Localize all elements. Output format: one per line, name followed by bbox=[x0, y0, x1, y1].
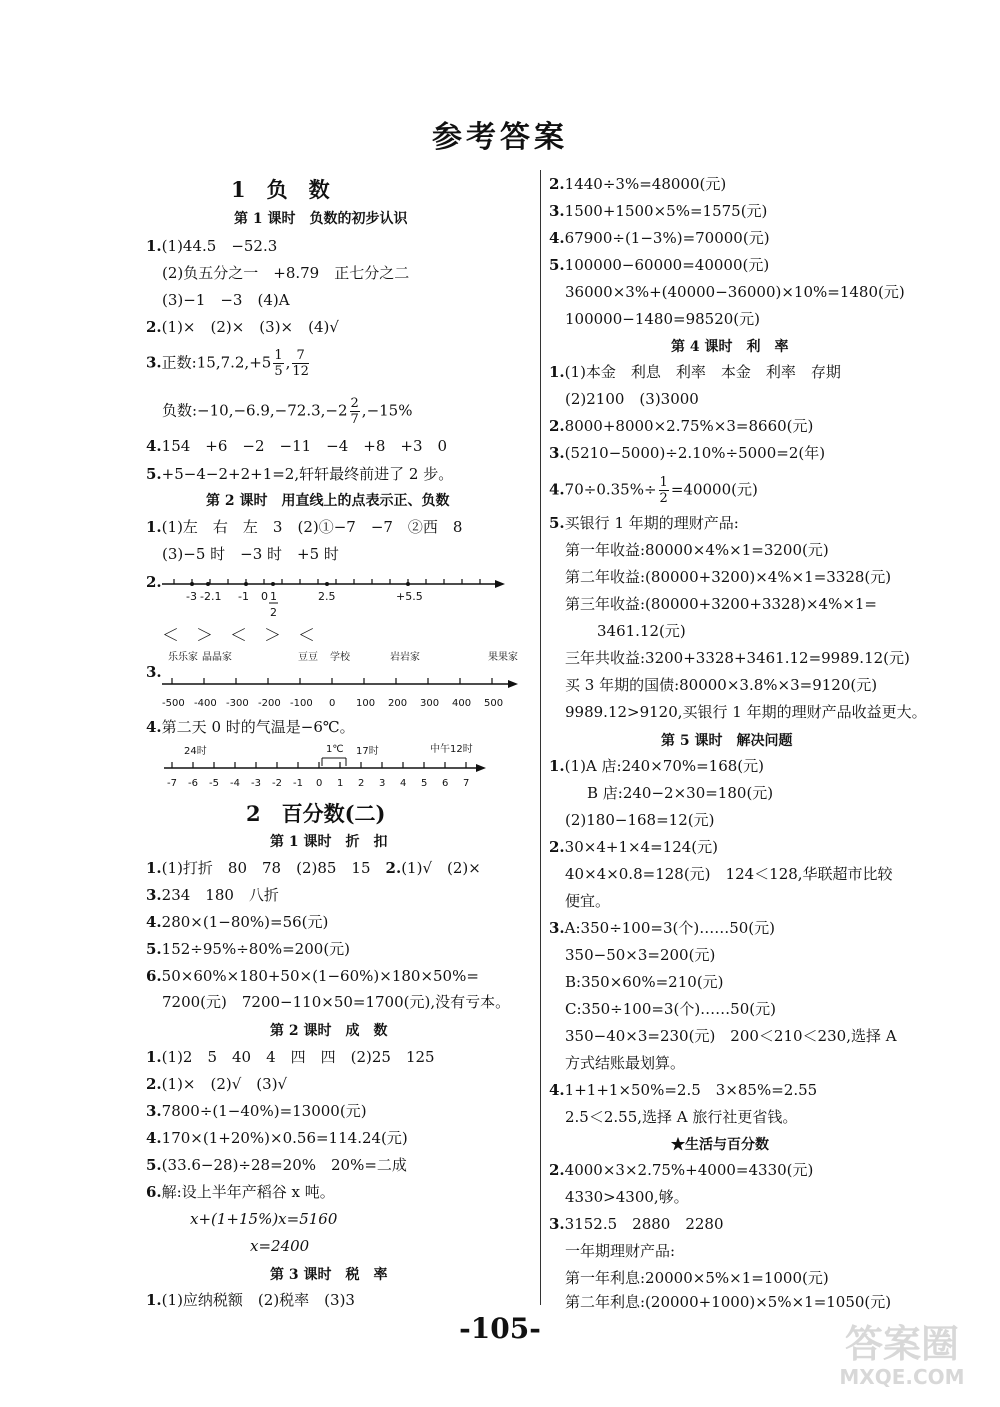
answer-line: 100000−1480=98520(元) bbox=[565, 310, 760, 328]
answer-line: 4.70÷0.35%÷ $\frac{1}{2}$ =40000(元) bbox=[549, 475, 758, 506]
answer-line: 4.1+1+1×50%=2.5 3×85%=2.55 bbox=[549, 1081, 818, 1099]
answer-line: 1.(1)左 右 左 3 (2)①−7 −7 ②西 8 bbox=[146, 518, 463, 536]
answer-line: 第一年收益:80000×4%×1=3200(元) bbox=[565, 541, 829, 559]
point-marker bbox=[406, 582, 410, 586]
tick-label: -500 bbox=[162, 698, 185, 709]
tick-label: -100 bbox=[290, 698, 313, 709]
answer-line: 4.154 +6 −2 −11 −4 +8 +3 0 bbox=[146, 437, 448, 455]
answer-line: 负数:−10,−6.9,−72.3,−2 $\frac{2}{7}$ ,−15% bbox=[162, 396, 413, 427]
answer-line: 三年共收益:3200+3328+3461.12=9989.12(元) bbox=[565, 649, 910, 667]
comparison-answers: ＜ ＞ ＜ ＞ ＜ bbox=[162, 626, 315, 646]
tick-label: +5.5 bbox=[396, 590, 423, 603]
fraction: $\frac{1}{5}$ bbox=[274, 348, 283, 379]
point-marker bbox=[206, 582, 210, 586]
right-column bbox=[540, 170, 949, 1311]
equation-line: x+(1+15%)x=5160 bbox=[190, 1210, 338, 1228]
lesson-2-heading: 第 2 课时 用直线上的点表示正、负数 bbox=[206, 493, 450, 509]
watermark bbox=[822, 1313, 982, 1393]
tick-label: 200 bbox=[388, 698, 408, 709]
answer-line: 5.100000−60000=40000(元) bbox=[549, 256, 770, 274]
house-label: 学校 bbox=[330, 652, 350, 663]
answer-line: 便宜。 bbox=[565, 892, 611, 910]
point-marker bbox=[271, 582, 275, 586]
answer-line: (2)180−168=12(元) bbox=[565, 811, 715, 829]
time-label: 中午12时 bbox=[430, 744, 473, 755]
tick-label: -2.1 bbox=[200, 590, 222, 603]
tick-label: 1 bbox=[270, 590, 277, 603]
answer-line: 4.280×(1−80%)=56(元) bbox=[146, 913, 329, 931]
tick-label: 500 bbox=[484, 698, 504, 709]
answer-line: 3.(5210−5000)÷2.10%÷5000=2(年) bbox=[549, 444, 826, 462]
answer-line: 6.解:设上半年产稻谷 x 吨。 bbox=[146, 1183, 335, 1201]
tick-label: -400 bbox=[194, 698, 217, 709]
lesson-1-heading: 第 1 课时 负数的初步认识 bbox=[234, 211, 408, 227]
unit-2-lesson-3-heading: 第 3 课时 税 率 bbox=[270, 1267, 388, 1283]
tick-label: 400 bbox=[452, 698, 472, 709]
house-label: 晶晶家 bbox=[202, 652, 232, 663]
answer-line: (2)2100 (3)3000 bbox=[565, 390, 699, 408]
answer-line: 1.(1)44.5 −52.3 bbox=[146, 237, 278, 255]
house-label: 豆豆 bbox=[298, 652, 318, 663]
tick-label: 2.5 bbox=[318, 590, 336, 603]
tick-label: 100 bbox=[356, 698, 376, 709]
house-label: 乐乐家 bbox=[168, 652, 198, 663]
tick-label: -7 bbox=[167, 778, 177, 789]
tick-label: 0 bbox=[329, 698, 336, 709]
tick-label: -1 bbox=[293, 778, 303, 789]
answer-line: 1.(1)应纳税额 (2)税率 (3)3 bbox=[146, 1291, 355, 1309]
house-label: 果果家 bbox=[488, 652, 518, 663]
answer-line: 2.(1)× (2)× (3)× (4)√ bbox=[146, 318, 339, 336]
answer-line: (3)−1 −3 (4)A bbox=[162, 291, 290, 309]
time-label: 17时 bbox=[356, 746, 379, 757]
tick-label: 3 bbox=[379, 778, 386, 789]
tick-label: -6 bbox=[188, 778, 198, 789]
number-line-1 bbox=[160, 570, 505, 624]
answer-line: 第一年利息:20000×5%×1=1000(元) bbox=[565, 1269, 829, 1287]
house-label: 岩岩家 bbox=[390, 652, 420, 663]
tick-label: -3 bbox=[251, 778, 261, 789]
time-label: 24时 bbox=[184, 746, 207, 757]
lesson-4-heading: 第 4 课时 利 率 bbox=[671, 339, 789, 355]
answer-line: 3.1500+1500×5%=1575(元) bbox=[549, 202, 768, 220]
tick-label: 6 bbox=[442, 778, 449, 789]
watermark-url: MXQE.COM bbox=[839, 1365, 965, 1389]
tick-label: 0 bbox=[316, 778, 323, 789]
answer-line: 3.234 180 八折 bbox=[146, 886, 279, 904]
answer-line: 1.(1)打折 80 78 (2)85 15 2.(1)√ (2)× bbox=[146, 859, 481, 877]
answer-line: 2.1440÷3%=48000(元) bbox=[549, 175, 727, 193]
answer-line: 2.8000+8000×2.75%×3=8660(元) bbox=[549, 417, 814, 435]
answer-line: 买 3 年期的国债:80000×3.8%×3=9120(元) bbox=[565, 676, 878, 694]
tick-label: 4 bbox=[400, 778, 407, 789]
life-and-percent-heading: ★生活与百分数 bbox=[671, 1137, 769, 1153]
answer-line: 5.买银行 1 年期的理财产品: bbox=[549, 514, 739, 532]
tick-label: -300 bbox=[226, 698, 249, 709]
point-marker bbox=[325, 582, 329, 586]
answer-line: 3.A:350÷100=3(个)……50(元) bbox=[549, 919, 775, 937]
answer-line: 一年期理财产品: bbox=[565, 1242, 676, 1260]
answer-line: 6.50×60%×180+50×(1−60%)×180×50%= bbox=[146, 967, 479, 985]
answer-line: B 店:240−2×30=180(元) bbox=[587, 784, 774, 802]
answer-line: 第二年收益:(80000+3200)×4%×1=3328(元) bbox=[565, 568, 892, 586]
tick-label: -200 bbox=[258, 698, 281, 709]
unit-2-lesson-2-heading: 第 2 课时 成 数 bbox=[270, 1023, 388, 1039]
answer-line: 3.7800÷(1−40%)=13000(元) bbox=[146, 1102, 367, 1120]
fraction: $\frac{2}{7}$ bbox=[350, 396, 359, 427]
tick-label: 5 bbox=[421, 778, 428, 789]
answer-line: 3. bbox=[146, 663, 162, 681]
tick-label: -2 bbox=[272, 778, 282, 789]
tick-label: 2 bbox=[358, 778, 365, 789]
tick-label: -1 bbox=[238, 590, 249, 603]
answer-line: 2.4000×3×2.75%+4000=4330(元) bbox=[549, 1161, 814, 1179]
tick-label: 2 bbox=[270, 606, 277, 619]
answer-line: 9989.12>9120,买银行 1 年期的理财产品收益更大。 bbox=[565, 703, 927, 721]
answer-line: 4.第二天 0 时的气温是−6℃。 bbox=[146, 718, 355, 736]
answer-line: 2.30×4+1×4=124(元) bbox=[549, 838, 718, 856]
page-number: -105- bbox=[459, 1312, 541, 1345]
tick-label: -5 bbox=[209, 778, 219, 789]
unit-2-heading: 2 百分数(二) bbox=[246, 801, 386, 826]
answer-line: (3)−5 时 −3 时 +5 时 bbox=[162, 545, 339, 563]
answer-line: B:350×60%=210(元) bbox=[565, 973, 724, 991]
answer-line: 350−50×3=200(元) bbox=[565, 946, 716, 964]
point-marker bbox=[190, 582, 194, 586]
answer-line: 350−40×3=230(元) 200＜210＜230,选择 A bbox=[565, 1027, 897, 1045]
tick-label: 300 bbox=[420, 698, 440, 709]
answer-line: C:350÷100=3(个)……50(元) bbox=[565, 1000, 776, 1018]
answer-line: 4.67900÷(1−3%)=70000(元) bbox=[549, 229, 770, 247]
fraction: $\frac{1}{2}$ bbox=[659, 475, 668, 506]
answer-line: (2)负五分之一 +8.79 正七分之二 bbox=[162, 264, 410, 282]
answer-line: 1.(1)2 5 40 4 四 四 (2)25 125 bbox=[146, 1048, 435, 1066]
answer-line: 4.170×(1+20%)×0.56=114.24(元) bbox=[146, 1129, 408, 1147]
tick-label: 1 bbox=[337, 778, 344, 789]
point-marker bbox=[244, 582, 248, 586]
number-line-3 bbox=[160, 740, 490, 796]
answer-line: 1.(1)本金 利息 利率 本金 利率 存期 bbox=[549, 363, 841, 381]
tick-label: -3 bbox=[186, 590, 197, 603]
tick-label: 7 bbox=[463, 778, 470, 789]
time-label: 1℃ bbox=[326, 744, 344, 755]
answer-line: 7200(元) 7200−110×50=1700(元),没有亏本。 bbox=[162, 993, 511, 1011]
tick-label: -4 bbox=[230, 778, 240, 789]
answer-line: 第二年利息:(20000+1000)×5%×1=1050(元) bbox=[565, 1293, 892, 1311]
answer-line: 5.+5−4−2+2+1=2,轩轩最终前进了 2 步。 bbox=[146, 465, 454, 483]
answer-line: 40×4×0.8=128(元) 124＜128,华联超市比较 bbox=[565, 865, 893, 883]
answer-line: 5.152÷95%÷80%=200(元) bbox=[146, 940, 351, 958]
lesson-5-heading: 第 5 课时 解决问题 bbox=[661, 733, 793, 749]
answer-line: 第三年收益:(80000+3200+3328)×4%×1= bbox=[565, 595, 878, 613]
unit-2-lesson-1-heading: 第 1 课时 折 扣 bbox=[270, 834, 388, 850]
page-title: 参考答案 bbox=[432, 120, 568, 155]
answer-line: 方式结账最划算。 bbox=[565, 1054, 686, 1072]
unit-1-heading: 1 负 数 bbox=[231, 177, 330, 202]
fraction: $\frac{7}{12}$ bbox=[292, 348, 309, 379]
equation-line: x=2400 bbox=[250, 1237, 310, 1255]
answer-line: 1.(1)A 店:240×70%=168(元) bbox=[549, 757, 765, 775]
answer-line: 3.正数:15,7.2,+5 $\frac{1}{5}$ , $\frac{7}{12}$ bbox=[146, 348, 309, 379]
answer-line: 3.3152.5 2880 2280 bbox=[549, 1215, 724, 1233]
answer-line: 3461.12(元) bbox=[597, 622, 686, 640]
tick-label: 0 bbox=[261, 590, 268, 603]
answer-line: 2. bbox=[146, 573, 162, 591]
watermark-logo-text: 答案圈 bbox=[844, 1322, 959, 1366]
answer-line: 36000×3%+(40000−36000)×10%=1480(元) bbox=[565, 283, 905, 301]
answer-line: 5.(33.6−28)÷28=20% 20%=二成 bbox=[146, 1156, 407, 1174]
number-line-2 bbox=[158, 648, 518, 714]
answer-line: 2.5＜2.55,选择 A 旅行社更省钱。 bbox=[565, 1108, 798, 1126]
answer-line: 4330>4300,够。 bbox=[565, 1188, 689, 1206]
answer-line: 2.(1)× (2)√ (3)√ bbox=[146, 1075, 288, 1093]
